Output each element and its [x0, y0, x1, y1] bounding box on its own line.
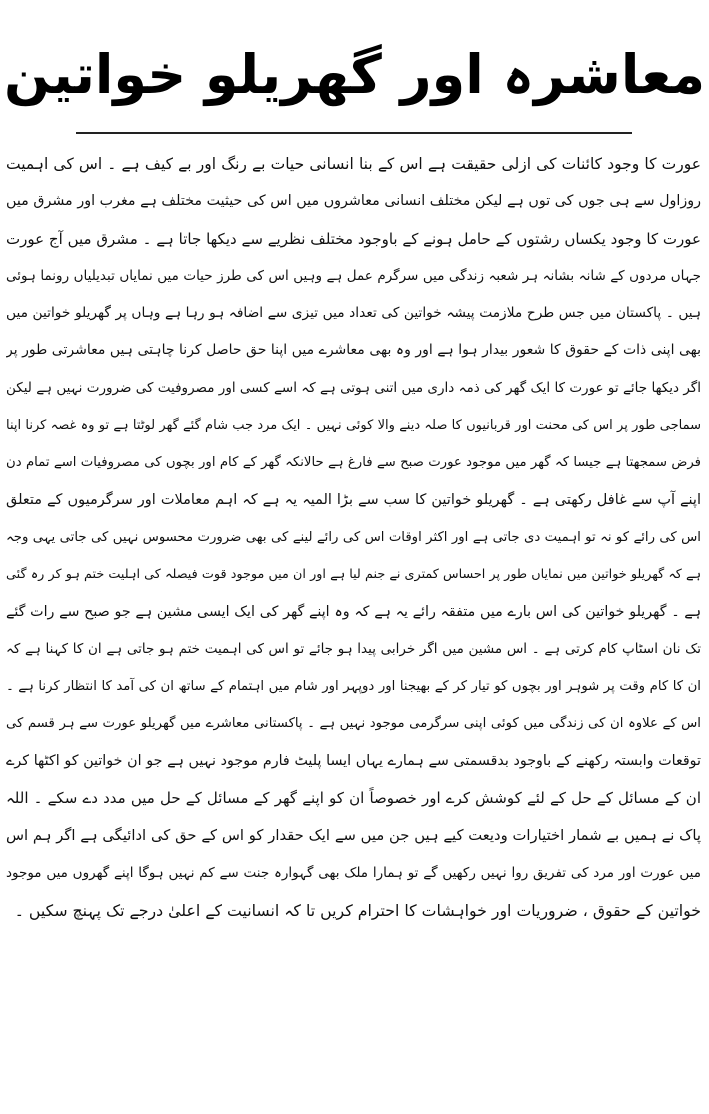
body-line: میں عورت اور مرد کی تفریق روا نہیں رکھیں گے تو ہمارا ملک بھی گہوارہ جنت سے کم نہیں ہوگا اپنے گھروں میں موجود — [6, 864, 701, 881]
body-line: جہاں مردوں کے شانہ بشانہ ہر شعبہ زندگی میں سرگرم عمل ہے وہیں اس کی طرز حیات میں نمایاں تبدیلیاں رونما ہوئی — [6, 267, 701, 284]
body-line: سماجی طور پر اس کی محنت اور قربانیوں کا صلہ دینے والا کوئی نہیں ۔ ایک مرد جب شام گئے گھر لوٹتا ہے تو وہ غصہ کرنا اپنا — [6, 418, 701, 434]
article-title: معاشرہ اور گھریلو خواتین — [3, 43, 706, 106]
body-line: تک نان اسٹاپ کام کرتی ہے ۔ اس مشین میں اگر خرابی پیدا ہو جائے تو اس کی اہمیت ختم ہو جاتی ہے ان کا کہنا ہے کہ — [6, 640, 701, 657]
body-line: خواتین کے حقوق ، ضروریات اور خواہشات کا احترام کریں تا کہ انسانیت کے اعلیٰ درجے تک پہنچ سکیں ۔ — [14, 900, 701, 920]
body-line: عورت کا وجود کائنات کی ازلی حقیقت ہے اس کے بنا انسانی حیات بے رنگ اور بے کیف ہے ۔ اس کی اہمیت — [6, 155, 701, 173]
title-divider — [76, 132, 632, 134]
body-line: عورت کا وجود یکساں رشتوں کے حامل ہونے کے باوجود مختلف نظریے سے دیکھا جاتا ہے ۔ مشرق میں آج عورت — [6, 229, 701, 248]
body-line: روزاول سے ہی جوں کی توں ہے لیکن مختلف انسانی معاشروں میں اس کی حیثیت مختلف ہے مغرب اور مشرق میں — [6, 193, 701, 210]
body-line: توقعات وابستہ رکھنے کے باوجود بدقسمتی سے ہمارے یہاں ایسا پلیٹ فارم موجود نہیں ہے جو ان خواتین کو اکٹھا کرے — [6, 752, 701, 769]
body-line: پاک نے ہمیں بے شمار اختیارات ودیعت کیے ہیں جن میں سے ایک حقدار کو اس کے حق کی ادائیگی ہے اگر ہم اس — [6, 827, 701, 845]
body-line: فرض سمجھتا ہے جیسا کہ گھر میں موجود عورت صبح سے فارغ ہے حالانکہ گھر کے کام اور بچوں کی مصروفیات اسے تمام دن — [6, 455, 701, 471]
body-line: اگر دیکھا جائے تو عورت کا ایک گھر کی ذمہ داری میں اتنی ہوتی ہے کہ اسے کسی اور مصروفیت کی ضرورت نہیں ہے لیکن — [6, 379, 701, 396]
body-line: ہے ۔ گھریلو خواتین کی اس بارے میں متفقہ رائے یہ ہے کہ وہ اپنے گھر کی ایک ایسی مشین ہے جو صبح سے رات گئے — [6, 603, 701, 620]
body-line: اس کی رائے کو نہ تو اہمیت دی جاتی ہے اور اکثر اوقات اس کی رائے لینے کی بھی ضرورت محسوس نہیں کی جاتی یہی وجہ — [6, 529, 701, 545]
article-body — [6, 146, 701, 929]
body-line: بھی اپنی ذات کے حقوق کا شعور بیدار ہوا ہے اور وہ بھی معاشرے میں اپنا حق حاصل کرنا چاہتی ہیں معاشرتی طور پر — [6, 342, 701, 359]
body-line: اس کے علاوہ ان کی زندگی میں کوئی اپنی سرگرمی موجود نہیں ہے ۔ پاکستانی معاشرے میں گھریلو عورت سے ہر قسم کی — [6, 716, 701, 732]
body-line: اپنے آپ سے غافل رکھتی ہے ۔ گھریلو خواتین کا سب سے بڑا المیہ یہ ہے کہ اہم معاملات اور سرگرمیوں کے متعلق — [6, 491, 701, 508]
body-line: ان کے مسائل کے حل کے لئے کوشش کرے اور خصوصاً ان کو اپنے گھر کے مسائل کے حل میں مدد دے سکے ۔ اللہ — [6, 789, 701, 808]
body-line: ہے کہ گھریلو خواتین میں نمایاں طور پر احساس کمتری نے جنم لیا ہے اور ان میں موجود قوت فیصلہ کی اہلیت ختم ہو کر رہ گئی — [6, 567, 701, 583]
body-line: ان کا کام وقت پر شوہر اور بچوں کو تیار کر کے بھیجنا اور دوپہر اور شام میں اہتمام کے ساتھ ان کی آمد کا انتظار کرنا ہے ۔ — [6, 679, 701, 695]
body-line: ہیں ۔ پاکستان میں جس طرح ملازمت پیشہ خواتین کی تعداد میں تیزی سے اضافہ ہو رہا ہے وہاں پر گھریلو خواتین میں — [6, 305, 701, 322]
